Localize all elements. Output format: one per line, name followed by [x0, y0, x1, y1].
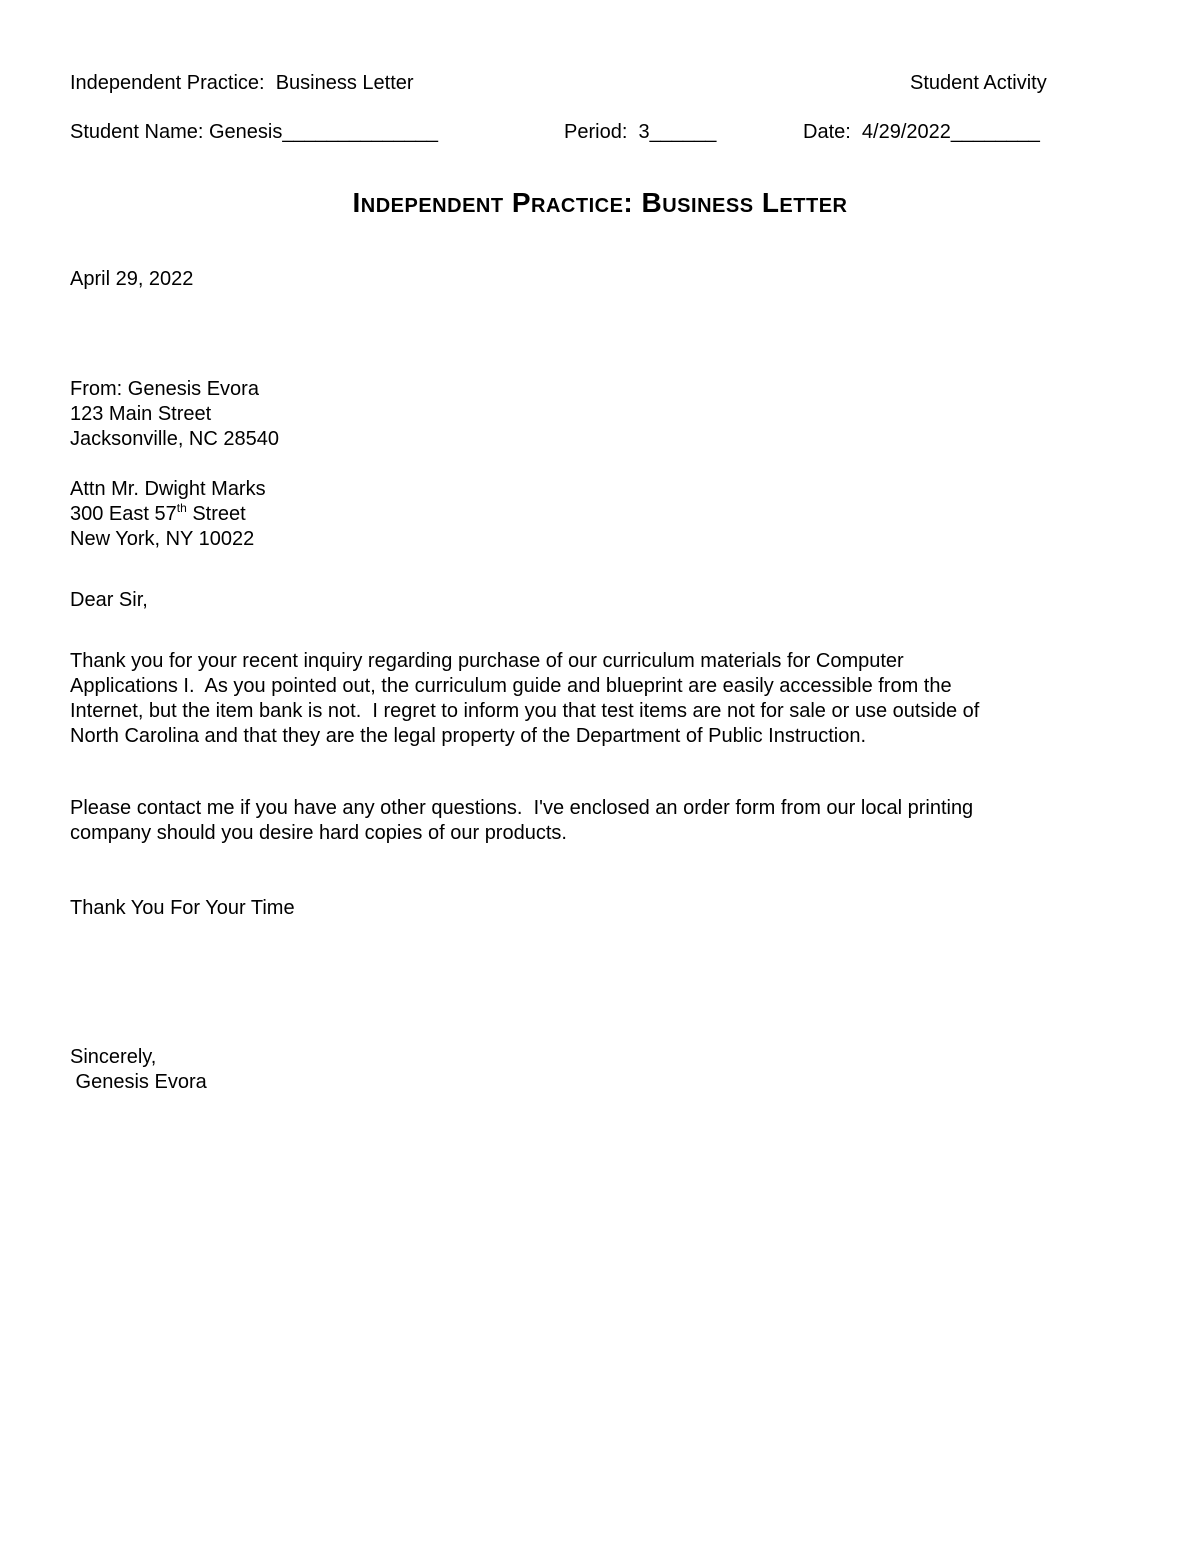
body-paragraph-1	[70, 649, 979, 749]
paragraph-line: company should you desire hard copies of our products.	[70, 822, 567, 844]
paragraph-line: Thank you for your recent inquiry regarding purchase of our curriculum materials for Computer	[70, 650, 904, 672]
recipient-line: Attn Mr. Dwight Marks	[70, 478, 266, 500]
paragraph-line: North Carolina and that they are the legal property of the Department of Public Instruction.	[70, 725, 866, 747]
recipient-line: New York, NY 10022	[70, 528, 255, 550]
header-right-title: Student Activity	[910, 72, 1047, 94]
salutation: Dear Sir,	[70, 589, 148, 611]
letter-date: April 29, 2022	[70, 268, 194, 290]
date-field: Date: 4/29/2022________	[803, 121, 1040, 143]
signature: Genesis Evora	[70, 1071, 207, 1093]
paragraph-line: Applications I. As you pointed out, the curriculum guide and blueprint are easily accessible from the	[70, 675, 952, 697]
sender-address	[70, 377, 279, 452]
ordinal-suffix: th	[176, 501, 187, 515]
header-left-title: Independent Practice: Business Letter	[70, 72, 414, 94]
street-name: Street	[186, 503, 246, 525]
recipient-address	[70, 477, 266, 552]
paragraph-line: Internet, but the item bank is not. I regret to inform you that test items are not for sale or use outside of	[70, 700, 980, 722]
sender-line: Jacksonville, NC 28540	[70, 428, 279, 450]
document-title: Independent Practice: Business Letter	[352, 187, 848, 218]
period-field: Period: 3______	[564, 121, 717, 143]
student-name-field: Student Name: Genesis______________	[70, 121, 439, 143]
sender-line: 123 Main Street	[70, 403, 212, 425]
body-paragraph-2	[70, 796, 973, 846]
paragraph-line: Please contact me if you have any other questions. I've enclosed an order form from our local printing	[70, 797, 974, 819]
street-number: 300 East 57	[70, 503, 177, 525]
closing: Sincerely,	[70, 1046, 157, 1068]
sender-line: From: Genesis Evora	[70, 378, 259, 400]
thanks-line: Thank You For Your Time	[70, 897, 295, 919]
recipient-street-line	[70, 502, 266, 527]
